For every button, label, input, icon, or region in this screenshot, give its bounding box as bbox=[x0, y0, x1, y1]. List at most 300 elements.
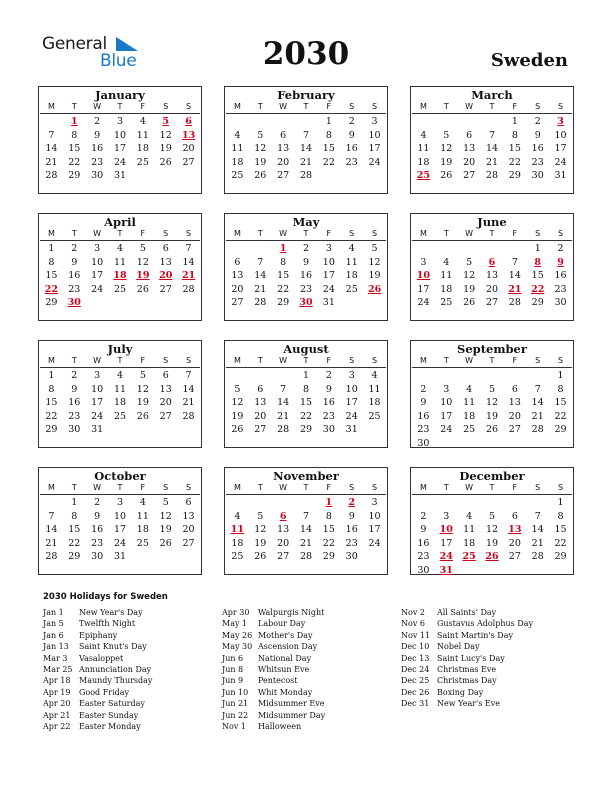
holiday-name: Good Friday bbox=[79, 687, 130, 697]
day-cell: 14 bbox=[485, 143, 499, 155]
holiday-row bbox=[222, 641, 325, 652]
holiday-date: Jun 21 bbox=[222, 699, 249, 709]
weekday-label: S bbox=[186, 229, 192, 238]
month-september bbox=[410, 340, 574, 448]
day-cell: 28 bbox=[299, 551, 313, 563]
weekday-label: F bbox=[512, 483, 518, 492]
holiday-date: Jun 9 bbox=[222, 676, 244, 686]
empty-cell bbox=[272, 115, 295, 129]
day-cell: 21 bbox=[299, 537, 313, 549]
day-cell: 12 bbox=[136, 383, 149, 395]
holiday-name: Midsummer Day bbox=[258, 710, 326, 720]
day-cell: 18 bbox=[231, 156, 244, 168]
weekday-label: F bbox=[140, 483, 146, 492]
holiday-row bbox=[222, 675, 325, 686]
day-cell: 26 bbox=[231, 424, 244, 436]
day-cell: 31 bbox=[554, 170, 567, 182]
day-cell: 28 bbox=[299, 170, 313, 182]
day-cell: 6 bbox=[257, 383, 264, 395]
holiday-date: Nov 1 bbox=[222, 721, 246, 731]
empty-cell bbox=[435, 242, 458, 256]
weekday-label: F bbox=[140, 102, 146, 111]
holiday-row bbox=[43, 664, 152, 675]
day-cell: 15 bbox=[554, 524, 567, 536]
empty-cell bbox=[272, 496, 295, 510]
day-cell: 8 bbox=[557, 510, 564, 522]
day-cell: 14 bbox=[182, 256, 195, 268]
holiday-row bbox=[401, 698, 533, 709]
day-cell: 26 bbox=[463, 297, 476, 309]
day-cell: 14 bbox=[508, 270, 521, 282]
weekday-label: F bbox=[326, 483, 332, 492]
weekday-label: S bbox=[349, 102, 355, 111]
day-cell: 9 bbox=[348, 510, 355, 522]
holiday-day-cell: 6 bbox=[488, 256, 496, 268]
holiday-day-cell: 5 bbox=[162, 116, 170, 127]
day-cell: 8 bbox=[557, 383, 564, 395]
day-cell: 9 bbox=[302, 256, 310, 268]
day-cell: 30 bbox=[531, 170, 544, 182]
weekday-label: T bbox=[71, 229, 77, 238]
holiday-day-cell: 1 bbox=[70, 116, 78, 127]
holiday-name: Halloween bbox=[258, 721, 302, 731]
day-cell: 8 bbox=[71, 510, 78, 522]
weekday-label: S bbox=[372, 102, 378, 111]
day-cell: 19 bbox=[368, 270, 381, 282]
holiday-row bbox=[43, 641, 152, 652]
day-cell: 19 bbox=[159, 143, 172, 155]
weekday-label: T bbox=[71, 356, 77, 365]
day-cell: 23 bbox=[531, 156, 544, 168]
holiday-name: Twelfth Night bbox=[79, 619, 136, 629]
day-cell: 20 bbox=[277, 156, 290, 168]
day-grid bbox=[40, 242, 200, 310]
day-cell: 28 bbox=[182, 283, 195, 295]
country-name: Sweden bbox=[490, 50, 568, 71]
day-cell: 23 bbox=[417, 424, 430, 436]
weekday-header bbox=[412, 356, 572, 368]
day-cell: 24 bbox=[440, 424, 453, 436]
holiday-date: Apr 20 bbox=[43, 699, 71, 709]
month-august bbox=[224, 340, 388, 448]
day-cell: 29 bbox=[277, 297, 290, 309]
day-cell: 16 bbox=[554, 270, 567, 282]
holiday-row bbox=[43, 630, 152, 641]
holiday-date: Jan 1 bbox=[43, 608, 64, 617]
holiday-day-cell: 26 bbox=[485, 551, 499, 563]
empty-cell bbox=[295, 496, 318, 510]
day-cell: 31 bbox=[91, 424, 104, 436]
day-cell: 4 bbox=[466, 383, 473, 395]
day-cell: 29 bbox=[322, 551, 335, 563]
holiday-row bbox=[43, 618, 152, 629]
day-cell: 24 bbox=[368, 537, 381, 549]
day-cell: 16 bbox=[417, 410, 430, 422]
weekday-label: S bbox=[558, 356, 564, 365]
month-title: March bbox=[471, 88, 513, 102]
day-cell: 25 bbox=[345, 283, 358, 295]
holiday-day-cell: 1 bbox=[279, 243, 287, 254]
day-cell: 10 bbox=[322, 256, 335, 268]
day-cell: 8 bbox=[325, 510, 332, 522]
holiday-row bbox=[401, 687, 533, 698]
day-cell: 24 bbox=[554, 156, 567, 168]
weekday-header bbox=[40, 356, 200, 368]
weekday-label: S bbox=[163, 483, 169, 492]
weekday-label: W bbox=[93, 229, 102, 238]
month-april bbox=[38, 213, 202, 321]
holiday-name: Whitsun Eve bbox=[258, 664, 310, 674]
weekday-label: S bbox=[349, 483, 355, 492]
day-cell: 15 bbox=[554, 397, 567, 409]
day-cell: 8 bbox=[325, 129, 332, 141]
empty-cell bbox=[249, 242, 272, 256]
day-cell: 17 bbox=[91, 397, 104, 409]
day-cell: 22 bbox=[322, 537, 335, 549]
day-cell: 6 bbox=[185, 497, 192, 508]
weekday-label: S bbox=[535, 229, 541, 238]
weekday-label: T bbox=[71, 102, 77, 111]
holiday-date: Apr 21 bbox=[43, 710, 71, 720]
weekday-header bbox=[40, 229, 200, 241]
weekday-label: M bbox=[47, 102, 55, 111]
holiday-name: Epiphany bbox=[79, 630, 118, 640]
day-cell: 15 bbox=[68, 524, 81, 536]
weekday-label: T bbox=[303, 483, 309, 492]
weekday-label: W bbox=[465, 356, 474, 365]
day-cell: 3 bbox=[116, 497, 124, 508]
day-cell: 24 bbox=[417, 297, 430, 309]
day-cell: 17 bbox=[368, 524, 381, 536]
day-cell: 20 bbox=[231, 283, 244, 295]
weekday-label: W bbox=[465, 102, 474, 111]
day-cell: 13 bbox=[508, 397, 521, 409]
holiday-date: Nov 2 bbox=[401, 608, 425, 617]
day-cell: 25 bbox=[113, 283, 127, 295]
holiday-row bbox=[222, 607, 325, 618]
holiday-day-cell: 25 bbox=[416, 170, 431, 182]
month-title: September bbox=[457, 342, 527, 356]
day-cell: 27 bbox=[182, 537, 195, 549]
day-cell: 12 bbox=[159, 510, 172, 522]
day-cell: 12 bbox=[485, 397, 499, 409]
day-cell: 9 bbox=[420, 397, 427, 409]
day-cell: 4 bbox=[234, 510, 241, 522]
holiday-date: Dec 10 bbox=[401, 642, 430, 652]
weekday-label: M bbox=[419, 102, 427, 111]
day-cell: 26 bbox=[440, 170, 453, 182]
holiday-day-cell: 13 bbox=[508, 524, 522, 536]
month-january bbox=[38, 86, 202, 194]
holiday-row bbox=[401, 607, 533, 618]
day-grid bbox=[412, 369, 572, 451]
day-cell: 2 bbox=[94, 116, 101, 127]
day-cell: 1 bbox=[48, 370, 55, 381]
empty-cell bbox=[272, 369, 295, 383]
day-cell: 13 bbox=[182, 510, 195, 522]
day-cell: 9 bbox=[71, 383, 78, 395]
day-cell: 6 bbox=[466, 129, 473, 141]
day-cell: 20 bbox=[277, 537, 290, 549]
weekday-label: W bbox=[279, 229, 288, 238]
day-cell: 27 bbox=[277, 551, 290, 563]
day-cell: 5 bbox=[162, 497, 169, 508]
holiday-row bbox=[222, 618, 325, 629]
day-cell: 10 bbox=[345, 383, 358, 395]
day-cell: 14 bbox=[254, 270, 267, 282]
month-december bbox=[410, 467, 574, 575]
day-cell: 19 bbox=[485, 537, 499, 549]
weekday-label: T bbox=[489, 483, 495, 492]
day-cell: 23 bbox=[68, 283, 81, 295]
day-cell: 13 bbox=[254, 397, 267, 409]
weekday-label: F bbox=[326, 229, 332, 238]
weekday-label: S bbox=[163, 102, 169, 111]
page-title-year: 2030 bbox=[262, 36, 350, 72]
day-cell: 11 bbox=[136, 129, 149, 141]
holiday-day-cell: 11 bbox=[230, 524, 245, 536]
holiday-name: Saint Knut's Day bbox=[79, 642, 147, 652]
holiday-day-cell: 24 bbox=[439, 551, 453, 563]
day-cell: 27 bbox=[463, 170, 476, 182]
day-cell: 31 bbox=[345, 424, 358, 436]
day-cell: 12 bbox=[136, 256, 149, 268]
weekday-label: M bbox=[47, 483, 55, 492]
day-cell: 14 bbox=[277, 397, 290, 409]
empty-cell bbox=[503, 369, 526, 383]
holiday-date: Dec 24 bbox=[401, 664, 430, 674]
day-cell: 3 bbox=[371, 116, 378, 127]
weekday-header bbox=[412, 483, 572, 495]
day-cell: 22 bbox=[68, 537, 81, 549]
day-cell: 3 bbox=[371, 497, 378, 508]
day-cell: 7 bbox=[534, 383, 541, 395]
day-cell: 10 bbox=[91, 383, 104, 395]
day-cell: 1 bbox=[534, 243, 541, 254]
holiday-date: Mar 3 bbox=[43, 653, 68, 663]
holiday-day-cell: 20 bbox=[159, 270, 173, 282]
weekday-header bbox=[226, 483, 386, 495]
day-grid bbox=[226, 115, 386, 183]
day-cell: 9 bbox=[94, 510, 101, 522]
day-cell: 15 bbox=[45, 397, 58, 409]
weekday-label: T bbox=[257, 102, 263, 111]
holiday-name: National Day bbox=[258, 653, 312, 663]
empty-cell bbox=[249, 369, 272, 383]
month-title: December bbox=[459, 469, 525, 483]
weekday-label: T bbox=[257, 356, 263, 365]
day-cell: 1 bbox=[302, 370, 310, 381]
weekday-label: T bbox=[489, 102, 495, 111]
day-cell: 8 bbox=[48, 256, 55, 268]
day-cell: 10 bbox=[368, 129, 381, 141]
day-cell: 23 bbox=[345, 156, 358, 168]
holiday-date: Apr 22 bbox=[43, 721, 71, 731]
day-cell: 18 bbox=[345, 270, 358, 282]
weekday-label: S bbox=[535, 356, 541, 365]
day-cell: 3 bbox=[420, 256, 427, 268]
day-cell: 23 bbox=[322, 410, 335, 422]
day-cell: 17 bbox=[368, 143, 381, 155]
day-cell: 12 bbox=[231, 397, 244, 409]
day-cell: 4 bbox=[116, 370, 124, 381]
day-cell: 24 bbox=[113, 537, 127, 549]
day-cell: 29 bbox=[531, 297, 544, 309]
holiday-name: Saint Lucy's Day bbox=[437, 653, 505, 663]
day-cell: 13 bbox=[231, 270, 244, 282]
day-cell: 23 bbox=[91, 537, 104, 549]
holiday-name: Christmas Eve bbox=[437, 664, 497, 674]
weekday-label: S bbox=[372, 483, 378, 492]
day-cell: 11 bbox=[345, 256, 358, 268]
empty-cell bbox=[435, 496, 458, 510]
holiday-date: Apr 30 bbox=[222, 608, 250, 617]
day-cell: 5 bbox=[371, 243, 378, 254]
day-cell: 11 bbox=[417, 143, 430, 155]
day-cell: 3 bbox=[116, 116, 124, 127]
weekday-label: M bbox=[233, 229, 241, 238]
day-cell: 16 bbox=[345, 524, 358, 536]
day-cell: 7 bbox=[257, 256, 264, 268]
day-cell: 2 bbox=[420, 510, 427, 522]
holiday-day-cell: 9 bbox=[557, 256, 564, 268]
day-cell: 28 bbox=[531, 551, 544, 563]
month-title: January bbox=[95, 88, 145, 102]
weekday-label: W bbox=[465, 483, 474, 492]
day-cell: 16 bbox=[68, 397, 81, 409]
holiday-day-cell: 13 bbox=[181, 129, 196, 141]
holiday-date: Jan 6 bbox=[43, 630, 64, 640]
day-cell: 24 bbox=[91, 410, 104, 422]
day-cell: 24 bbox=[368, 156, 381, 168]
day-cell: 15 bbox=[322, 143, 335, 155]
day-cell: 26 bbox=[136, 283, 149, 295]
holiday-day-cell: 10 bbox=[416, 270, 431, 282]
day-cell: 21 bbox=[182, 397, 195, 409]
day-cell: 11 bbox=[440, 270, 453, 282]
day-cell: 17 bbox=[417, 283, 430, 295]
holiday-day-cell: 22 bbox=[44, 283, 59, 295]
day-cell: 19 bbox=[254, 156, 267, 168]
day-grid bbox=[412, 242, 572, 310]
weekday-label: T bbox=[71, 483, 77, 492]
weekday-label: T bbox=[443, 356, 449, 365]
day-cell: 18 bbox=[136, 143, 149, 155]
day-cell: 23 bbox=[345, 537, 358, 549]
logo-text-general: General bbox=[42, 34, 107, 54]
holiday-name: All Saints' Day bbox=[437, 608, 497, 617]
day-cell: 7 bbox=[280, 383, 287, 395]
day-cell: 14 bbox=[299, 143, 313, 155]
month-title: February bbox=[277, 88, 335, 102]
empty-cell bbox=[481, 242, 504, 256]
day-cell: 3 bbox=[348, 370, 355, 381]
day-cell: 26 bbox=[485, 424, 499, 436]
day-cell: 12 bbox=[485, 524, 499, 536]
day-cell: 28 bbox=[531, 424, 544, 436]
empty-cell bbox=[526, 369, 549, 383]
holiday-date: Dec 26 bbox=[401, 687, 430, 697]
holiday-name: Easter Sunday bbox=[79, 710, 139, 720]
day-cell: 3 bbox=[443, 383, 450, 395]
day-cell: 20 bbox=[254, 410, 267, 422]
day-cell: 7 bbox=[185, 370, 192, 381]
day-cell: 2 bbox=[348, 116, 355, 127]
day-cell: 5 bbox=[488, 383, 496, 395]
day-cell: 20 bbox=[485, 283, 499, 295]
empty-cell bbox=[458, 115, 481, 129]
day-cell: 10 bbox=[113, 129, 127, 141]
weekday-header bbox=[226, 229, 386, 241]
weekday-header bbox=[226, 102, 386, 114]
day-cell: 25 bbox=[463, 424, 476, 436]
day-cell: 7 bbox=[302, 129, 310, 141]
day-cell: 16 bbox=[68, 270, 81, 282]
empty-cell bbox=[481, 115, 504, 129]
empty-cell bbox=[412, 369, 435, 383]
empty-cell bbox=[249, 115, 272, 129]
day-cell: 16 bbox=[91, 524, 104, 536]
holiday-day-cell: 21 bbox=[508, 283, 522, 295]
day-cell: 6 bbox=[162, 243, 169, 254]
day-cell: 18 bbox=[417, 156, 430, 168]
day-grid bbox=[226, 496, 386, 564]
day-cell: 30 bbox=[68, 424, 81, 436]
day-cell: 14 bbox=[531, 397, 544, 409]
day-cell: 25 bbox=[136, 537, 149, 549]
day-cell: 11 bbox=[231, 143, 244, 155]
month-title: November bbox=[273, 469, 339, 483]
day-cell: 9 bbox=[94, 129, 101, 141]
day-cell: 18 bbox=[463, 537, 476, 549]
day-grid bbox=[226, 242, 386, 310]
holiday-row bbox=[401, 618, 533, 629]
holiday-day-cell: 6 bbox=[185, 116, 192, 127]
day-cell: 19 bbox=[136, 397, 149, 409]
day-cell: 21 bbox=[531, 410, 544, 422]
day-cell: 4 bbox=[420, 129, 427, 141]
day-cell: 15 bbox=[322, 524, 335, 536]
day-cell: 13 bbox=[277, 524, 290, 536]
day-cell: 10 bbox=[91, 256, 104, 268]
day-cell: 9 bbox=[71, 256, 78, 268]
day-cell: 9 bbox=[420, 524, 427, 536]
month-title: July bbox=[107, 342, 133, 356]
weekday-label: W bbox=[93, 102, 102, 111]
day-cell: 29 bbox=[68, 170, 81, 182]
day-cell: 21 bbox=[277, 410, 290, 422]
day-cell: 18 bbox=[231, 537, 244, 549]
weekday-label: F bbox=[512, 229, 518, 238]
day-cell: 22 bbox=[277, 283, 290, 295]
weekday-label: T bbox=[489, 229, 495, 238]
day-cell: 27 bbox=[508, 424, 521, 436]
weekday-label: M bbox=[233, 102, 241, 111]
day-cell: 20 bbox=[508, 537, 521, 549]
holiday-row bbox=[222, 687, 325, 698]
day-cell: 30 bbox=[417, 564, 430, 576]
day-cell: 18 bbox=[440, 283, 453, 295]
day-cell: 2 bbox=[557, 243, 564, 254]
day-cell: 23 bbox=[299, 283, 313, 295]
day-grid bbox=[412, 115, 572, 183]
weekday-label: F bbox=[512, 356, 518, 365]
day-cell: 4 bbox=[371, 370, 378, 381]
month-february bbox=[224, 86, 388, 194]
holiday-row bbox=[43, 607, 152, 618]
day-cell: 2 bbox=[302, 243, 310, 254]
empty-cell bbox=[458, 369, 481, 383]
